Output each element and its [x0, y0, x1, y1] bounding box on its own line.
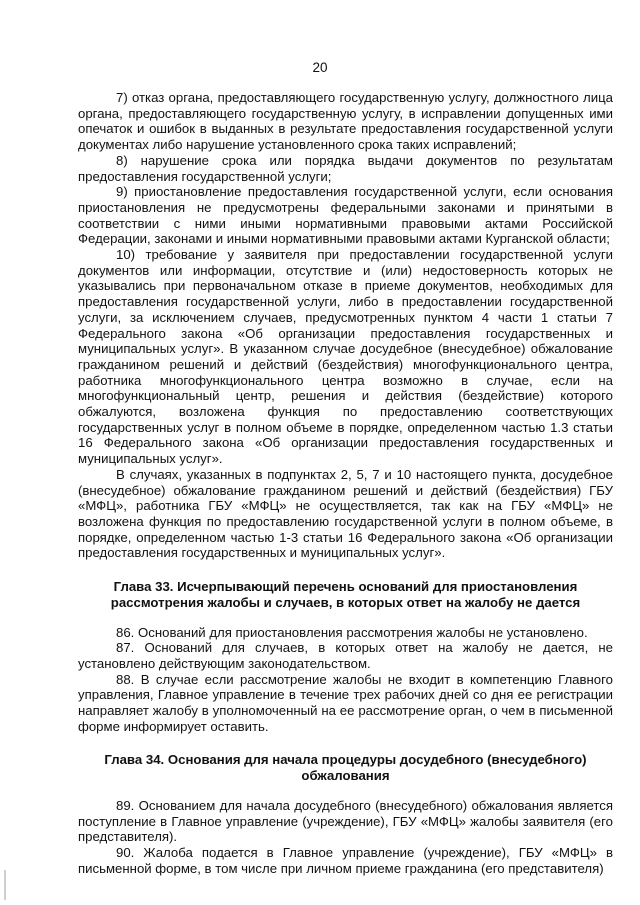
- chapter-34-heading: Глава 34. Основания для начала процедуры досудебного (внесудебного) обжалования: [104, 752, 587, 784]
- paragraph-exceptions: В случаях, указанных в подпунктах 2, 5, 7 и 10 настоящего пункта, досудебное (внесудебное) обжалование гражданином решений и действий (бездействия) ГБУ «МФЦ», работника ГБУ «МФЦ» не осуществляется, так как на ГБУ «МФЦ» не возложена функция по предоставлению государственной услуги в полном объеме, в порядке, определенном частью 1-3 статьи 16 Федерального закона «Об организации предоставления государственных и муниципальных услуг».: [78, 466, 613, 561]
- paragraph-86: 86. Оснований для приостановления рассмотрения жалобы не установлено.: [116, 624, 588, 640]
- chapter-33-heading: Глава 33. Исчерпывающий перечень оснований для приостановления рассмотрения жалобы и случаев, в которых ответ на жалобу не дается: [110, 579, 581, 610]
- list-item-8: 8) нарушение срока или порядка выдачи документов по результатам предоставления государственной услуги;: [78, 152, 613, 184]
- scan-edge-mark: [4, 870, 6, 900]
- page-number: 20: [312, 60, 328, 75]
- paragraph-89: 89. Основанием для начала досудебного (внесудебного) обжалования является поступление в Главное управление (учреждение), ГБУ «МФЦ» жалобы заявителя (его представителя).: [78, 797, 613, 845]
- paragraph-87: 87. Оснований для случаев, в которых ответ на жалобу не дается, не установлено действующим законодательством.: [78, 640, 613, 671]
- document-body: [78, 90, 613, 876]
- list-item-9: 9) приостановление предоставления государственной услуги, если основания приостановления не предусмотрены федеральными законами и принятыми в соответствии с ними иными нормативными правовыми актами Российской Федерации, законами и иными нормативными правовыми актами Курганской области;: [78, 184, 613, 247]
- list-item-7: 7) отказ органа, предоставляющего государственную услугу, должностного лица органа, предоставляющего государственную услугу, в исправлении допущенных ими опечаток и ошибок в выданных в результате предоставления государственной услуги документах либо нарушение установленного срока таких исправлений;: [78, 90, 613, 153]
- paragraph-88: 88. В случае если рассмотрение жалобы не входит в компетенцию Главного управления, Главное управление в течение трех рабочих дней со дня ее регистрации направляет жалобу в уполномоченный на ее рассмотрение орган, о чем в письменной форме информирует оставить.: [78, 671, 613, 734]
- list-item-10: 10) требование у заявителя при предоставлении государственной услуги документов или информации, отсутствие и (или) недостоверность которых не указывались при первоначальном отказе в приеме документов, необходимых для предоставления государственной услуги, либо в предоставлении государственной услуги, за исключением случаев, предусмотренных пунктом 4 части 1 статьи 7 Федерального закона «Об организации предоставления государственных и муниципальных услуг». В указанном случае досудебное (внесудебное) обжалование гражданином решений и действий (бездействия) многофункционального центра, работника многофункционального центра возможно в случае, если на многофункциональный центр, решения и действия (бездействие) которого обжалуются, возложена функция по предоставлению соответствующих государственных услуг в полном объеме в порядке, определенном частью 1.3 статьи 16 Федерального закона «Об организации предоставления государственных и муниципальных услуг».: [78, 247, 613, 467]
- paragraph-90: 90. Жалоба подается в Главное управление (учреждение), ГБУ «МФЦ» в письменной форме, в том числе при личном приеме гражданина (его представителя): [78, 844, 613, 876]
